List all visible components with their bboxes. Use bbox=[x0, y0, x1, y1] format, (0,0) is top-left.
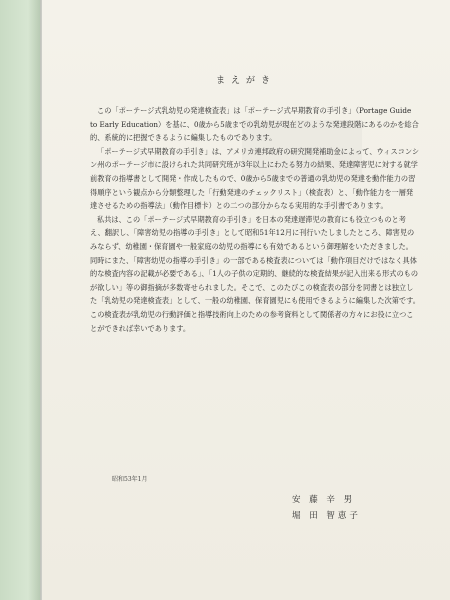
book-cover-edge bbox=[0, 0, 40, 600]
body-text bbox=[90, 104, 420, 335]
paragraph-2: 「ポーテージ式早期教育の手引き」は、アメリカ連邦政府の研究開発補助金によって、ウィスコンシン州のポーテージ市に設けられた共同研究班が3年以上にわたる努力の結果、発達障害児に対する就学前教育の指導書として開発・作成したもので、0歳から5歳までの普通の乳幼児の発達を動作能力の習得順序という観点から分類整理した「行動発達のチェックリスト」（検査表）と、「動作能力を一層発達させるための指導法」（動作目標卡）との二つの部分からなる実用的な手引書であります。 bbox=[90, 146, 420, 211]
author-2: 堀 田 智恵子 bbox=[292, 511, 361, 521]
paragraph-3: 私共は、この「ポーテージ式早期教育の手引き」を日本の発達遅滞児の教育にも役立つものと考え、翻訳し、「障害幼児の指導の手引き」として昭和51年12月に刊行いたしましたところ、障害児のみならず、幼稚園・保育園や一般家庭の幼児の指導にも有効であるという御理解をいただきました。同時にまた、「障害幼児の指導の手引き」の一部である検査表については「動作項目だけではなく具体的な検査内容の記載が必要である」、「1人の子供の定期的、継続的な検査結果が記入出来る形式のものが欲しい」等の御指摘が多数寄せられました。そこで、このたびこの検査表の部分を同書とは独立した「乳幼児の発達検査表」として、一般の幼稚園、保育園児にも使用できるように編集した次第です。この検査表が乳幼児の行動評価と指導技術向上のための参考資料として関係者の方々にお役に立つことができれば幸いであります。 bbox=[90, 214, 420, 333]
page-title: まえがき bbox=[215, 76, 276, 86]
paragraph-1: この「ポーテージ式乳幼児の発達検査表」は「ポーテージ式早期教育の手引き」（Portage Guide to Early Education）を基に、0歳から5歳までの乳幼児が現在どのような発達段階にあるのかを総合的、系統的に把握できるように編集したものであります。 bbox=[90, 106, 419, 143]
document-page bbox=[42, 0, 450, 600]
authors-block bbox=[292, 492, 361, 524]
date-line: 昭和53年1月 bbox=[112, 476, 148, 483]
author-1: 安 藤 辛 男 bbox=[292, 495, 356, 505]
